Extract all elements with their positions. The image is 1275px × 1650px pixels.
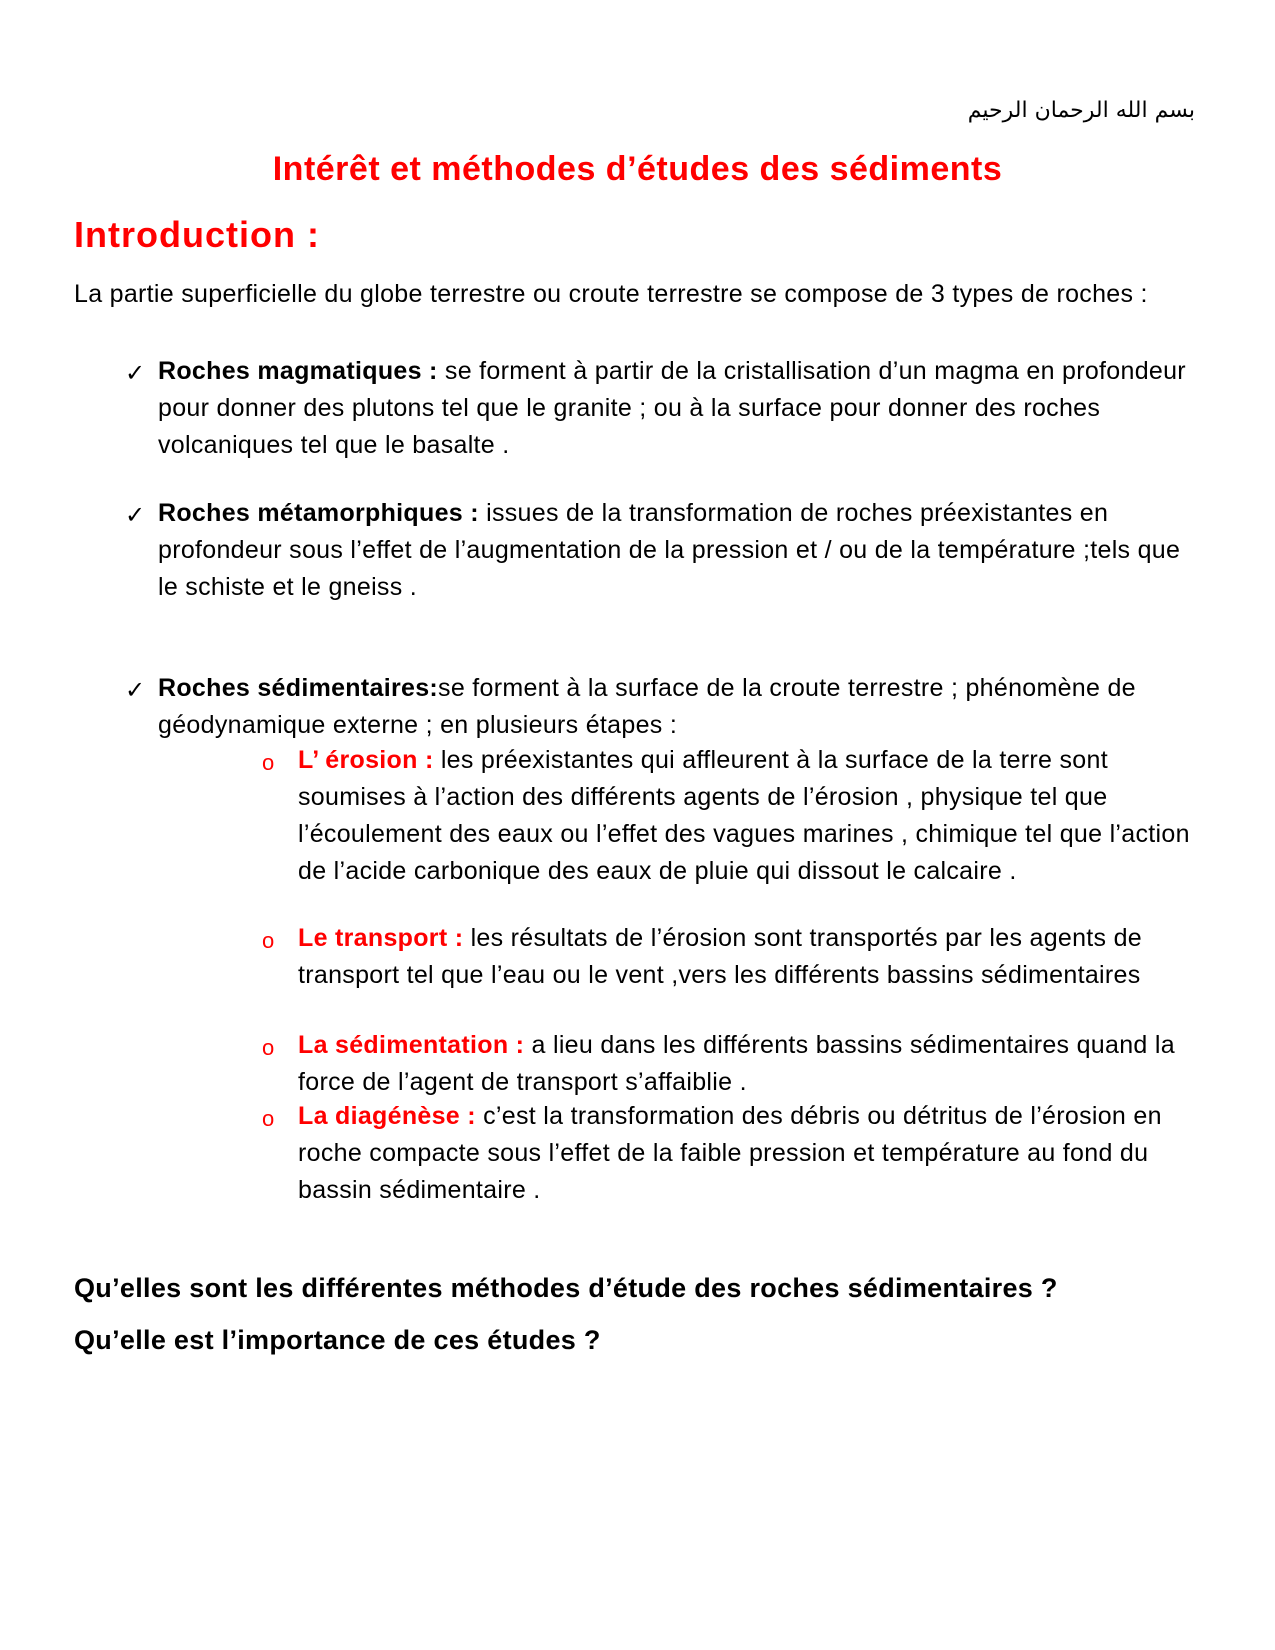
page-title: Intérêt et méthodes d’études des sédiments (272, 150, 1003, 188)
circle-bullet-icon: o (262, 928, 275, 953)
step-text: les résultats de l’érosion sont transportés par les agents de transport tel que l’eau ou le vent ,vers les différents bassins sédimentaires (298, 924, 1143, 989)
step-label: La diagénèse : (298, 1102, 476, 1130)
rock-type-text: se forment à la surface de la croute terrestre ; phénomène de géodynamique externe ; en plusieurs étapes : (158, 674, 1136, 739)
rock-type-text: se forment à partir de la cristallisation d’un magma en profondeur pour donner des plutons tel que le granite ; ou à la surface pour donner des roches volcaniques tel que le basalte . (158, 357, 1186, 459)
rock-type-text: issues de la transformation de roches préexistantes en profondeur sous l’effet de l’augmentation de la pression et / ou de la température ;tels que le schiste et le gneiss . (158, 499, 1181, 601)
step-text: les préexistantes qui affleurent à la surface de la terre sont soumises à l’action des différents agents de l’érosion , physique tel que l’écoulement des eaux ou l’effet des vagues marines , chimique tel que l’action de l’acide carbonique des eaux de pluie qui dissout le calcaire . (298, 746, 1190, 885)
bismillah: بسم الله الرحمان الرحيم (967, 98, 1195, 123)
circle-bullet-icon: o (262, 1035, 275, 1060)
step-text: a lieu dans les différents bassins sédimentaires quand la force de l’agent de transport s’affaiblie . (298, 1031, 1175, 1096)
check-icon: ✓ (125, 502, 146, 529)
intro-paragraph: La partie superficielle du globe terrestre ou croute terrestre se compose de 3 types de roches : (74, 280, 1148, 308)
step-text: c’est la transformation des débris ou détritus de l’érosion en roche compacte sous l’effet de la faible pression et température au fond du bassin sédimentaire . (298, 1102, 1162, 1204)
rock-type-label: Roches métamorphiques : (158, 499, 479, 527)
circle-bullet-icon: o (262, 750, 275, 775)
circle-bullet-icon: o (262, 1106, 275, 1131)
step-diagenese (298, 1098, 1198, 1209)
step-transport (298, 920, 1198, 994)
check-icon: ✓ (125, 677, 146, 704)
rock-type-label: Roches magmatiques : (158, 357, 438, 385)
step-sedimentation (298, 1027, 1198, 1101)
check-icon: ✓ (125, 360, 146, 387)
rock-type-sedimentary (158, 670, 1198, 744)
rock-type-label: Roches sédimentaires: (158, 674, 439, 702)
step-label: La sédimentation : (298, 1031, 525, 1059)
rock-type-magmatic (158, 353, 1198, 464)
step-erosion (298, 742, 1198, 890)
rock-type-metamorphic (158, 495, 1198, 606)
intro-heading: Introduction : (74, 214, 320, 255)
step-label: L’ érosion : (298, 746, 434, 774)
question-importance: Qu’elle est l’importance de ces études ? (74, 1325, 601, 1355)
step-label: Le transport : (298, 924, 464, 952)
question-methods: Qu’elles sont les différentes méthodes d’étude des roches sédimentaires ? (74, 1273, 1058, 1303)
